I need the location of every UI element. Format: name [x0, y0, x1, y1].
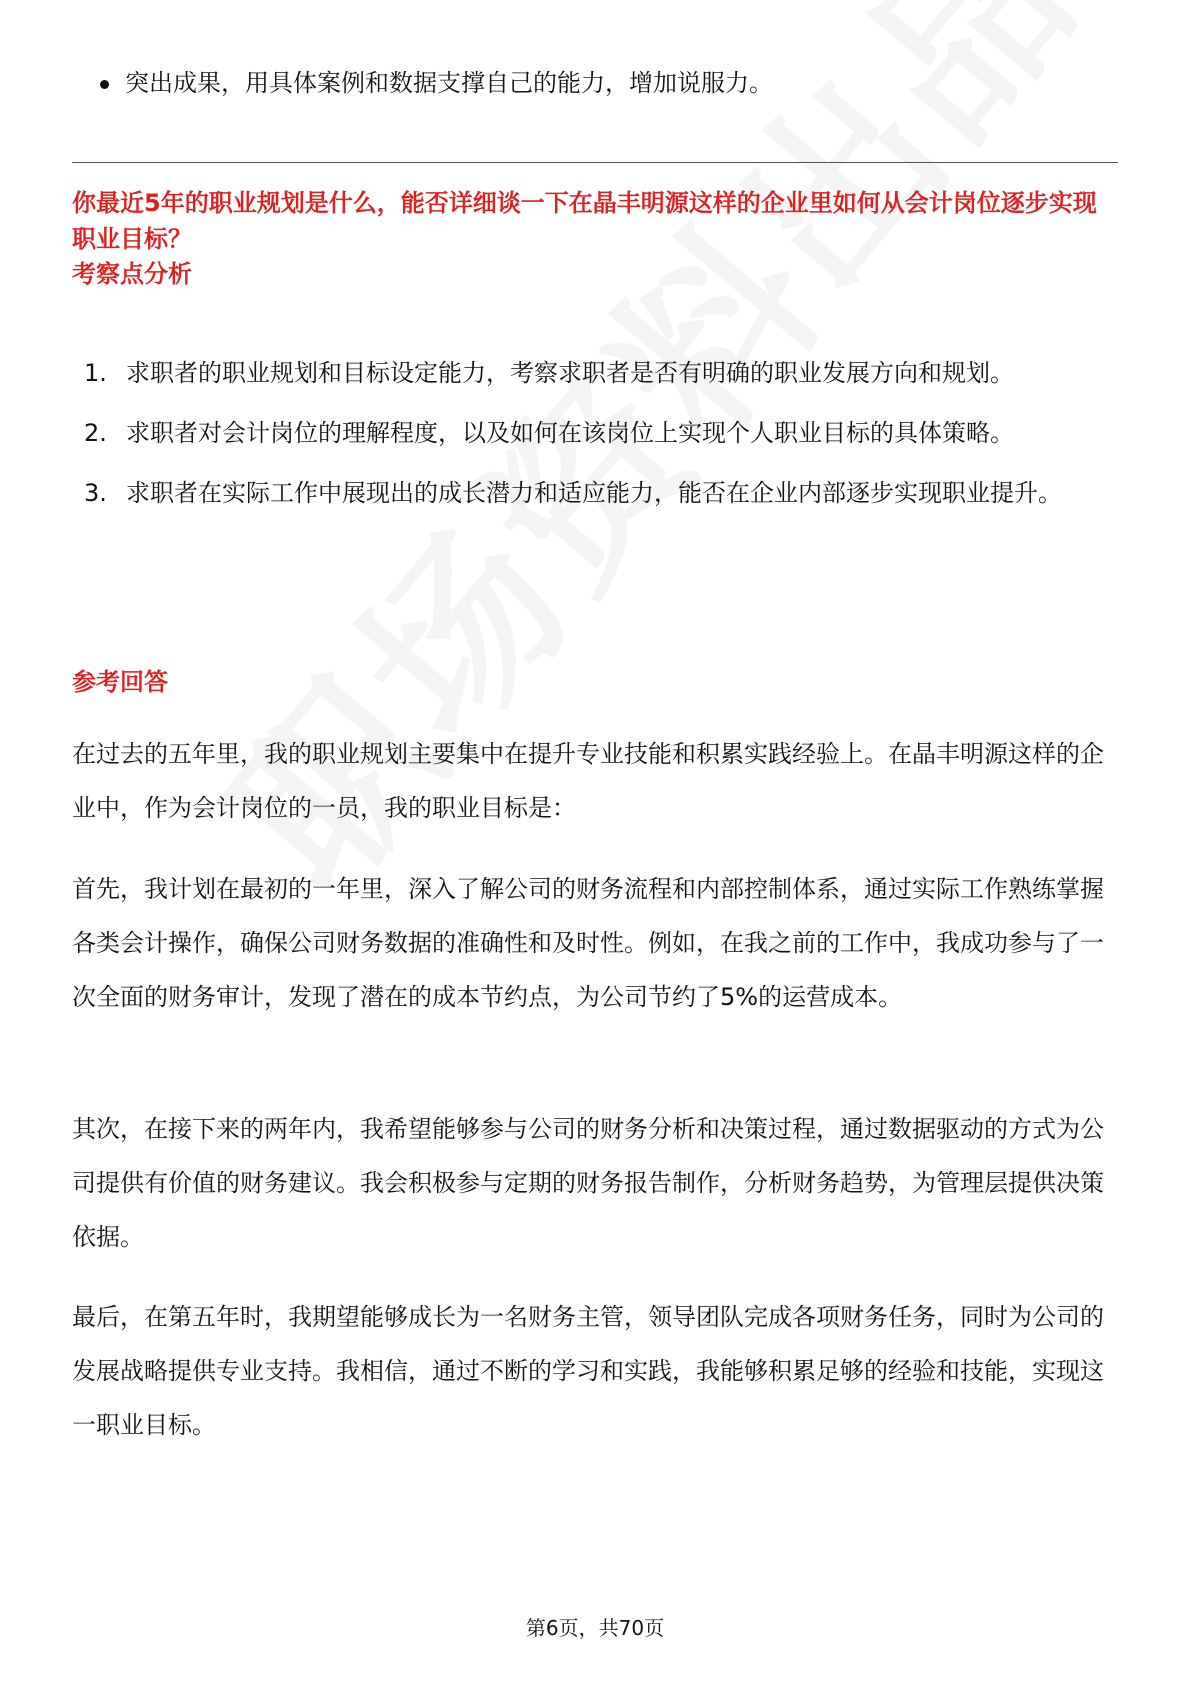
analysis-item-text: 求职者在实际工作中展现出的成长潜力和适应能力，能否在企业内部逐步实现职业提升。 [126, 479, 1062, 507]
answer-title: 参考回答 [72, 668, 168, 696]
list-number: 3. [84, 479, 107, 507]
answer-paragraph: 在过去的五年里，我的职业规划主要集中在提升专业技能和积累实践经验上。在晶丰明源这样的企业中，作为会计岗位的一员，我的职业目标是： [72, 740, 1104, 822]
bullet-dot-icon [100, 80, 109, 89]
page-footer: 第6页，共70页 [525, 1616, 665, 1640]
list-number: 2. [84, 419, 107, 447]
answer-paragraph: 其次，在接下来的两年内，我希望能够参与公司的财务分析和决策过程，通过数据驱动的方式为公司提供有价值的财务建议。我会积极参与定期的财务报告制作，分析财务趋势，为管理层提供决策依据。 [72, 1115, 1104, 1251]
top-bullet-item [100, 62, 773, 104]
section-divider [72, 162, 1118, 163]
answer-paragraph: 最后，在第五年时，我期望能够成长为一名财务主管，领导团队完成各项财务任务，同时为公司的发展战略提供专业支持。我相信，通过不断的学习和实践，我能够积累足够的经验和技能，实现这一职业目标。 [72, 1303, 1104, 1439]
analysis-item-text: 求职者对会计岗位的理解程度，以及如何在该岗位上实现个人职业目标的具体策略。 [126, 419, 1014, 447]
question-heading: 你最近5年的职业规划是什么，能否详细谈一下在晶丰明源这样的企业里如何从会计岗位逐步实现职业目标？ [72, 189, 1097, 253]
analysis-item-text: 求职者的职业规划和目标设定能力，考察求职者是否有明确的职业发展方向和规划。 [126, 359, 1014, 387]
analysis-item [72, 466, 1118, 520]
analysis-item [72, 406, 1118, 460]
top-bullet-text: 突出成果，用具体案例和数据支撑自己的能力，增加说服力。 [125, 69, 773, 97]
list-number: 1. [84, 359, 107, 387]
analysis-list [72, 346, 1118, 526]
analysis-item [72, 346, 1118, 400]
analysis-title: 考察点分析 [72, 260, 192, 288]
answer-paragraph: 首先，我计划在最初的一年里，深入了解公司的财务流程和内部控制体系，通过实际工作熟练掌握各类会计操作，确保公司财务数据的准确性和及时性。例如，在我之前的工作中，我成功参与了一次全面的财务审计，发现了潜在的成本节约点，为公司节约了5%的运营成本。 [72, 875, 1104, 1011]
